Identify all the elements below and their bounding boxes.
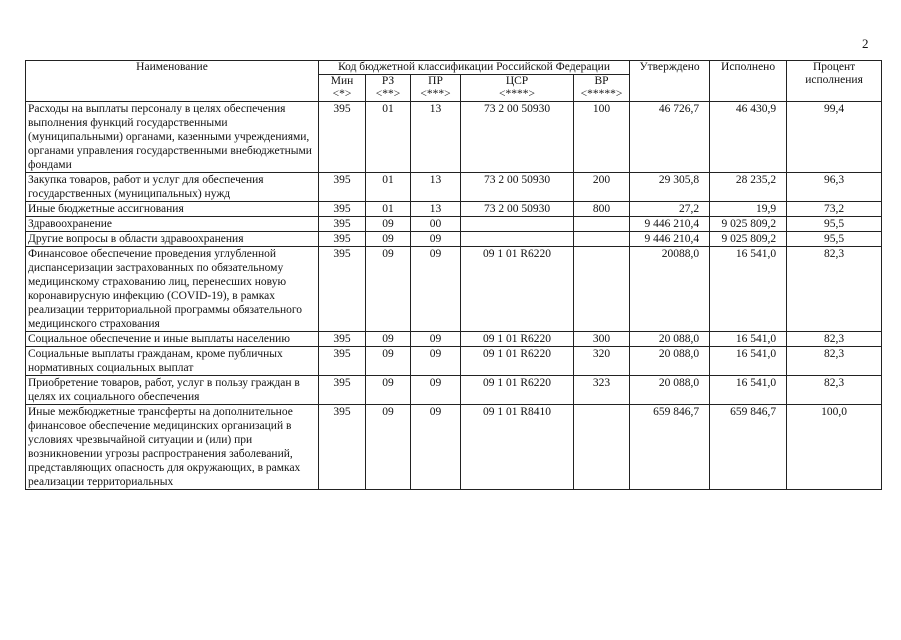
row-rz: 09 — [366, 405, 411, 490]
header-percent — [787, 61, 882, 102]
row-pr: 00 — [411, 217, 461, 232]
row-percent: 73,2 — [787, 202, 882, 217]
row-vr — [574, 247, 630, 332]
row-rz: 01 — [366, 173, 411, 202]
row-approved: 20088,0 — [630, 247, 710, 332]
row-rz: 09 — [366, 232, 411, 247]
row-rz: 09 — [366, 332, 411, 347]
row-rz: 09 — [366, 217, 411, 232]
row-pr: 13 — [411, 102, 461, 173]
row-name: Социальные выплаты гражданам, кроме публичных нормативных социальных выплат — [26, 347, 319, 376]
row-approved: 9 446 210,4 — [630, 232, 710, 247]
row-name: Социальное обеспечение и иные выплаты населению — [26, 332, 319, 347]
row-csr: 73 2 00 50930 — [461, 173, 574, 202]
row-executed: 19,9 — [710, 202, 787, 217]
table-row — [26, 173, 882, 202]
header-pr — [411, 75, 461, 102]
row-executed: 16 541,0 — [710, 347, 787, 376]
header-min-note: <*> — [332, 88, 352, 100]
table-row — [26, 232, 882, 247]
row-min: 395 — [319, 376, 366, 405]
row-executed: 16 541,0 — [710, 376, 787, 405]
header-code-group-label: Код бюджетной классификации Российской Федерации — [338, 61, 610, 73]
row-percent: 100,0 — [787, 405, 882, 490]
row-approved: 46 726,7 — [630, 102, 710, 173]
header-rz-note: <**> — [375, 88, 401, 100]
row-percent: 82,3 — [787, 347, 882, 376]
table-row — [26, 347, 882, 376]
header-rz — [366, 75, 411, 102]
row-vr: 300 — [574, 332, 630, 347]
row-csr: 09 1 01 R6220 — [461, 247, 574, 332]
header-csr-label: ЦСР — [505, 75, 529, 87]
table-row — [26, 102, 882, 173]
table-header-row — [26, 61, 882, 75]
row-min: 395 — [319, 202, 366, 217]
row-vr: 200 — [574, 173, 630, 202]
row-approved: 9 446 210,4 — [630, 217, 710, 232]
row-rz: 09 — [366, 247, 411, 332]
row-rz: 01 — [366, 202, 411, 217]
row-name: Иные бюджетные ассигнования — [26, 202, 319, 217]
row-min: 395 — [319, 405, 366, 490]
row-executed: 9 025 809,2 — [710, 232, 787, 247]
row-percent: 82,3 — [787, 247, 882, 332]
row-approved: 20 088,0 — [630, 347, 710, 376]
row-csr: 09 1 01 R6220 — [461, 347, 574, 376]
row-approved: 20 088,0 — [630, 332, 710, 347]
row-executed: 46 430,9 — [710, 102, 787, 173]
budget-execution-table — [25, 60, 882, 490]
row-vr — [574, 405, 630, 490]
header-percent-label-2: исполнения — [805, 74, 863, 86]
row-min: 395 — [319, 217, 366, 232]
row-approved: 29 305,8 — [630, 173, 710, 202]
header-csr — [461, 75, 574, 102]
row-csr: 09 1 01 R6220 — [461, 332, 574, 347]
row-csr: 73 2 00 50930 — [461, 202, 574, 217]
row-csr: 73 2 00 50930 — [461, 102, 574, 173]
row-name: Иные межбюджетные трансферты на дополнительное финансовое обеспечение медицинских организаций в условиях чрезвычайной ситуации и (или) при возникновении угрозы распространения заболеваний, представляющих опасность для окружающих, в рамках реализации территориальных — [26, 405, 319, 490]
header-executed-label: Исполнено — [721, 61, 776, 73]
row-vr: 320 — [574, 347, 630, 376]
row-percent: 96,3 — [787, 173, 882, 202]
header-min-label: Мин — [330, 75, 354, 87]
row-vr — [574, 232, 630, 247]
page-number: 2 — [862, 36, 869, 51]
row-percent: 82,3 — [787, 376, 882, 405]
table-row — [26, 202, 882, 217]
header-pr-note: <***> — [420, 88, 451, 100]
row-percent: 95,5 — [787, 217, 882, 232]
row-pr: 09 — [411, 405, 461, 490]
table-row — [26, 376, 882, 405]
header-min — [319, 75, 366, 102]
row-approved: 659 846,7 — [630, 405, 710, 490]
header-executed — [710, 61, 787, 102]
row-pr: 09 — [411, 247, 461, 332]
row-vr: 100 — [574, 102, 630, 173]
row-pr: 13 — [411, 173, 461, 202]
row-pr: 13 — [411, 202, 461, 217]
row-pr: 09 — [411, 347, 461, 376]
row-min: 395 — [319, 173, 366, 202]
row-csr: 09 1 01 R8410 — [461, 405, 574, 490]
row-vr — [574, 217, 630, 232]
row-csr: 09 1 01 R6220 — [461, 376, 574, 405]
header-approved-label: Утверждено — [639, 61, 700, 73]
header-name-label: Наименование — [136, 61, 208, 73]
header-csr-note: <****> — [499, 88, 535, 100]
row-rz: 09 — [366, 376, 411, 405]
row-executed: 659 846,7 — [710, 405, 787, 490]
header-rz-label: РЗ — [381, 75, 395, 87]
row-min: 395 — [319, 247, 366, 332]
row-executed: 16 541,0 — [710, 247, 787, 332]
table-row — [26, 217, 882, 232]
header-vr-note: <*****> — [580, 88, 623, 100]
header-vr-label: ВР — [594, 75, 609, 87]
row-name: Приобретение товаров, работ, услуг в пользу граждан в целях их социального обеспечения — [26, 376, 319, 405]
row-min: 395 — [319, 332, 366, 347]
row-min: 395 — [319, 232, 366, 247]
row-rz: 09 — [366, 347, 411, 376]
row-name: Закупка товаров, работ и услуг для обеспечения государственных (муниципальных) нужд — [26, 173, 319, 202]
row-approved: 27,2 — [630, 202, 710, 217]
header-name — [26, 61, 319, 102]
row-vr: 800 — [574, 202, 630, 217]
row-name: Финансовое обеспечение проведения углубленной диспансеризации застрахованных по обязательному медицинскому страхованию лиц, перенесших новую коронавирусную инфекцию (COVID-19), в рамках реализации территориальной программы обязательного медицинского страхования — [26, 247, 319, 332]
header-percent-label-1: Процент — [812, 61, 856, 73]
row-pr: 09 — [411, 332, 461, 347]
table-row — [26, 405, 882, 490]
row-approved: 20 088,0 — [630, 376, 710, 405]
row-name: Расходы на выплаты персоналу в целях обеспечения выполнения функций государственными (муниципальными) органами, казенными учреждениями, органами управления государственными внебюджетными фондами — [26, 102, 319, 173]
row-executed: 28 235,2 — [710, 173, 787, 202]
row-rz: 01 — [366, 102, 411, 173]
header-vr — [574, 75, 630, 102]
header-approved — [630, 61, 710, 102]
row-pr: 09 — [411, 232, 461, 247]
row-percent: 82,3 — [787, 332, 882, 347]
table-row — [26, 247, 882, 332]
row-percent: 95,5 — [787, 232, 882, 247]
row-executed: 16 541,0 — [710, 332, 787, 347]
row-csr — [461, 232, 574, 247]
row-pr: 09 — [411, 376, 461, 405]
header-code-group — [319, 61, 630, 75]
row-min: 395 — [319, 347, 366, 376]
row-name: Другие вопросы в области здравоохранения — [26, 232, 319, 247]
row-executed: 9 025 809,2 — [710, 217, 787, 232]
row-vr: 323 — [574, 376, 630, 405]
header-pr-label: ПР — [428, 75, 443, 87]
table-row — [26, 332, 882, 347]
row-min: 395 — [319, 102, 366, 173]
row-percent: 99,4 — [787, 102, 882, 173]
row-name: Здравоохранение — [26, 217, 319, 232]
row-csr — [461, 217, 574, 232]
